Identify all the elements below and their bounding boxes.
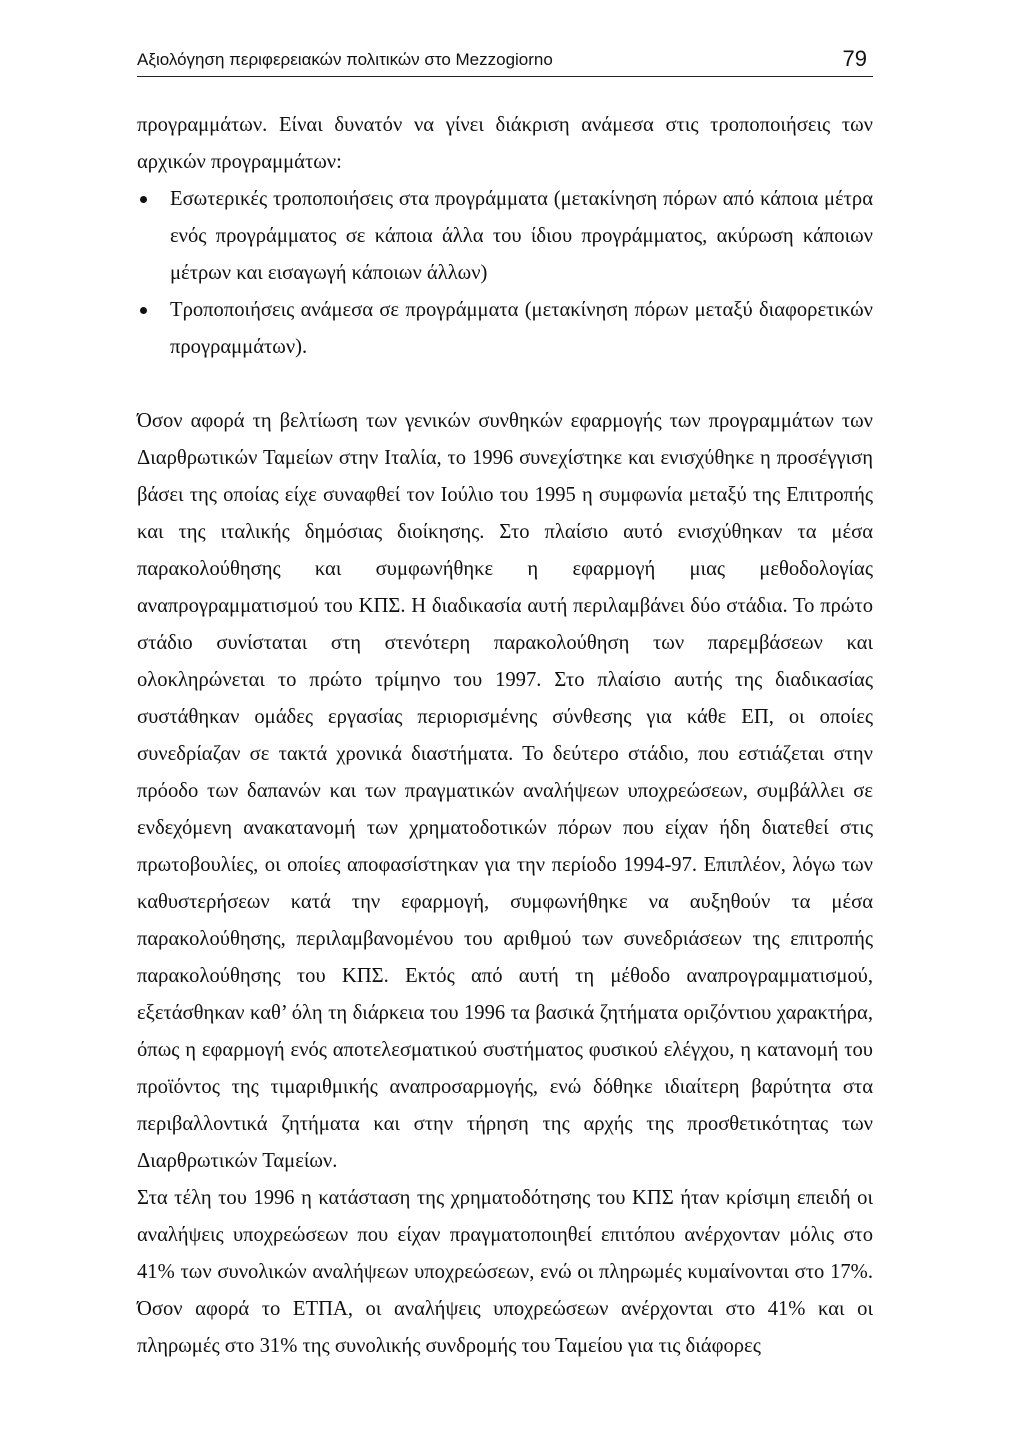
- body-text: [137, 107, 873, 1365]
- bullet-icon: [140, 196, 147, 203]
- paragraph: Στα τέλη του 1996 η κατάσταση της χρηματοδότησης του ΚΠΣ ήταν κρίσιμη επειδή οι αναλήψεις υποχρεώσεων που είχαν πραγματοποιηθεί επιτόπου ανέρχονταν μόλις στο 41% των συνολικών αναλήψεων υποχρεώσεων, ενώ οι πληρωμές κυμαίνονται στο 17%. Όσον αφορά το ΕΤΠΑ, οι αναλήψεις υποχρεώσεων ανέρχονται στο 41% και οι πληρωμές στο 31% της συνολικής συνδρομής του Ταμείου για τις διάφορες: [137, 1187, 873, 1357]
- list-item-text: Τροποποιήσεις ανάμεσα σε προγράμματα (μετακίνηση πόρων μεταξύ διαφορετικών προγραμμάτων).: [170, 299, 873, 358]
- paragraph: Όσον αφορά τη βελτίωση των γενικών συνθηκών εφαρμογής των προγραμμάτων των Διαρθρωτικών Ταμείων στην Ιταλία, το 1996 συνεχίστηκε και ενισχύθηκε η προσέγγιση βάσει της οποίας είχε συναφθεί τον Ιούλιο του 1995 η συμφωνία μεταξύ της Επιτροπής και της ιταλικής δημόσιας διοίκησης. Στο πλαίσιο αυτό ενισχύθηκαν τα μέσα παρακολούθησης και συμφωνήθηκε η εφαρμογή μιας μεθοδολογίας αναπρογραμματισμού του ΚΠΣ. Η διαδικασία αυτή περιλαμβάνει δύο στάδια. Το πρώτο στάδιο συνίσταται στη στενότερη παρακολούθηση των παρεμβάσεων και ολοκληρώνεται το πρώτο τρίμηνο του 1997. Στο πλαίσιο αυτής της διαδικασίας συστάθηκαν ομάδες εργασίας περιορισμένης σύνθεσης για κάθε ΕΠ, οι οποίες συνεδρίαζαν σε τακτά χρονικά διαστήματα. Το δεύτερο στάδιο, που εστιάζεται στην πρόοδο των δαπανών και των πραγματικών αναλήψεων υποχρεώσεων, συμβάλλει σε ενδεχόμενη ανακατανομή των χρηματοδοτικών πόρων που είχαν ήδη διατεθεί στις πρωτοβουλίες, οι οποίες αποφασίστηκαν για την περίοδο 1994-97. Επιπλέον, λόγω των καθυστερήσεων κατά την εφαρμογή, συμφωνήθηκε να αυξηθούν τα μέσα παρακολούθησης, περιλαμβανομένου του αριθμού των συνεδριάσεων της επιτροπής παρακολούθησης του ΚΠΣ. Εκτός από αυτή τη μέθοδο αναπρογραμματισμού, εξετάσθηκαν καθ’ όλη τη διάρκεια του 1996 τα βασικά ζητήματα οριζόντιου χαρακτήρα, όπως η εφαρμογή ενός αποτελεσματικού συστήματος φυσικού ελέγχου, η κατανομή του προϊόντος της τιμαριθμικής αναπροσαρμογής, ενώ δόθηκε ιδιαίτερη βαρύτητα στα περιβαλλοντικά ζητήματα και στην τήρηση της αρχής της προσθετικότητας των Διαρθρωτικών Ταμείων.: [137, 410, 873, 1172]
- list-item-text: Εσωτερικές τροποποιήσεις στα προγράμματα (μετακίνηση πόρων από κάποια μέτρα ενός προγράμματος σε κάποια άλλα του ίδιου προγράμματος, ακύρωση κάποιων μέτρων και εισαγωγή κάποιων άλλων): [170, 188, 873, 284]
- list-item: [137, 181, 873, 292]
- header-title: Αξιολόγηση περιφερειακών πολιτικών στο Mezzogiorno: [137, 50, 553, 69]
- bullet-icon: [140, 307, 147, 314]
- running-header: [137, 46, 873, 77]
- intro-paragraph: προγραμμάτων. Είναι δυνατόν να γίνει διάκριση ανάμεσα στις τροποποιήσεις των αρχικών προγραμμάτων:: [137, 114, 873, 173]
- bullet-list: [137, 181, 873, 366]
- paragraph-spacer: [137, 366, 873, 403]
- page-number: 79: [842, 46, 867, 71]
- list-item: [137, 292, 873, 366]
